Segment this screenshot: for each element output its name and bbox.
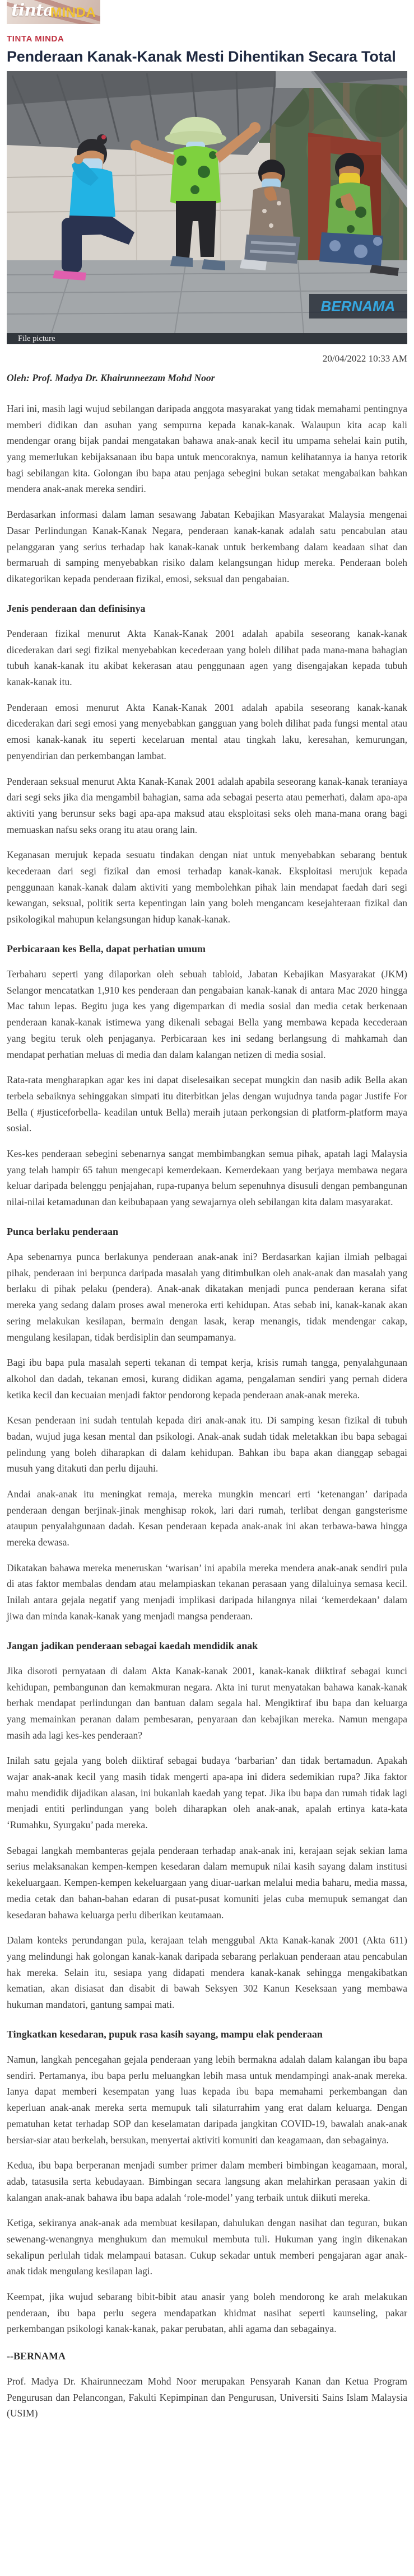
logo-script-text: tinta (11, 1, 54, 20)
article-paragraph: Rata-rata mengharapkan agar kes ini dapat diselesaikan secepat mungkin dan nasib adik Bella akan terbela sebaiknya sehinggakan simpati itu diterbitkan jelas dengan wujudnya tanda pagar Justife For Bella ( #justiceforbella- keadilan untuk Bella) meraih jutaan perkongsian di platform-platform maya sosial. (7, 1074, 407, 1134)
article-paragraph: Andai anak-anak itu meningkat remaja, mereka mungkin mencari erti ‘ketenangan’ daripada penderaan dengan berjinak-jinak menghisap rokok, lari dari rumah, terlibat dengan gangsterisme ataupun penyalahgunaan dadah. Kesan penderaan kepada anak-anak ini akan terbawa-bawa hingga mereka dewasa. (7, 1488, 407, 1548)
tinta-minda-logo[interactable] (7, 0, 100, 24)
section-heading: Punca berlaku penderaan (7, 1225, 119, 1237)
category-label: TINTA MINDA (7, 34, 64, 44)
article-paragraph: Prof. Madya Dr. Khairunneezam Mohd Noor merupakan Pensyarah Kanan dan Ketua Program Pengurusan dan Pelancongan, Fakulti Kepimpinan dan Pengurusan, Universiti Sains Islam Malaysia (USIM) (7, 2376, 407, 2419)
page-title: Penderaan Kanak-Kanak Mesti Dihentikan Secara Total (7, 48, 396, 65)
article-paragraph: Berdasarkan informasi dalam laman sesawang Jabatan Kebajikan Masyarakat Malaysia mengenai Dasar Perlindungan Kanak-Kanak Negara, penderaan kanak-kanak adalah satu pencabulan atau pelanggaran yang serius terhadap hak kanak-kanak untuk berkembang dalam keadaan sihat dan bermaruah di samping menyebabkan risiko dalam kelangsungan hidup mereka. Penderaan boleh dikategorikan kepada penderaan fizikal, emosi, seksual dan pengabaian. (7, 509, 407, 584)
bernama-signoff: --BERNAMA (7, 2350, 66, 2362)
photo-caption: File picture (7, 333, 407, 344)
article-paragraph: Hari ini, masih lagi wujud sebilangan daripada anggota masyarakat yang tidak memahami pentingnya memberi didikan dan asuhan yang sempurna kepada kanak-kanak. Walaupun kita acap kali mendengar orang bijak pandai mengatakan bahawa anak-anak kecil itu umpama sehelai kain putih, yang memerlukan kebijaksanaan ibu bapa untuk mencoraknya, namun kelihatannya ia hanya retorik bagi sebilangan kita. Golongan ibu bapa atau penjaga sebegini bukan setakat mengabaikan bahkan mendera anak-anak mereka sendiri. (7, 403, 407, 495)
article-paragraph: Sebagai langkah membanteras gejala penderaan terhadap anak-anak ini, kerajaan sejak sekian lama serius melaksanakan kempen-kempen kesedaran dalam memupuk nilai kasih sayang dalam institusi kekeluargaan. Kempen-kempen kekeluargaan yang diuar-uarkan melalui media baharu, media massa, media cetak dan bahan-bahan edaran di pusat-pusat komuniti jelas cuba memupuk semangat dan kesedaran bahawa keluarga perlu diberikan keutamaan. (7, 1844, 407, 1921)
article-paragraph: Penderaan emosi menurut Akta Kanak-Kanak 2001 adalah apabila seseorang kanak-kanak dicederakan dari segi emosi yang menyebabkan gangguan yang boleh dilihat pada fungsi mental atau emosi kanak-kanak itu seperti kecelaruan mental atau tingkah laku, keresahan, kemurungan, penyendirian dan perkembangan lambat. (7, 701, 407, 761)
article-paragraph: Penderaan fizikal menurut Akta Kanak-Kanak 2001 adalah apabila seseorang kanak-kanak dicederakan dari segi fizikal menyebabkan kecederaan yang boleh dilihat pada mana-mana bahagian tubuh kanak-kanak itu akibat kekerasan atau penggunaan agen yang disengajakan kepada tubuh kanak-kanak itu. (7, 628, 407, 688)
publish-datetime: 20/04/2022 10:33 AM (322, 353, 407, 364)
article-paragraph: Namun, langkah pencegahan gejala penderaan yang lebih bermakna adalah dalam kalangan ibu bapa sendiri. Pertamanya, ibu bapa perlu meluangkan lebih masa untuk mendampingi anak-anak mereka. Ianya dapat memberi kesempatan yang luas kepada ibu bapa memahami perkembangan dan keperluan anak-anak mereka serta memupuk tali silaturrahim yang erat dalam keluarga. Dengan pematuhan ketat terhadap SOP dan keselamatan daripada jangkitan COVID-19, bawalah anak-anak bersiar-siar atau berkelah, bersukan, menyertai aktiviti komuniti dan keagamaan, dan sebagainya. (7, 2054, 407, 2146)
article-body (7, 401, 407, 2422)
bernama-watermark: BERNAMA (320, 298, 396, 315)
article-paragraph: Keganasan merujuk kepada sesuatu tindakan dengan niat untuk menyebabkan sebarang bentuk kecederaan dari segi fizikal dan emosi terhadap kanak-kanak. Eksploitasi merujuk kepada penggunaan kanak-kanak dalam aktiviti yang membolehkan pihak lain mendapat faedah dari segi kewangan, seksual, politik serta kepentingan lain yang boleh mengancam kesejahteraan fizikal dan psikologikal mahupun kelangsungan hidup kanak-kanak. (7, 849, 407, 925)
article-paragraph: Penderaan seksual menurut Akta Kanak-Kanak 2001 adalah apabila seseorang kanak-kanak teraniaya dari segi seks jika dia mengambil bahagian, sama ada sebagai peserta atau pemerhati, dalam apa-apa aktiviti yang berunsur seks bagi apa-apa maksud atau eksploitasi seks oleh mana-mana orang bagi memuaskan nafsu seks orang itu atau orang lain. (7, 775, 407, 835)
article-paragraph: Dalam konteks perundangan pula, kerajaan telah menggubal Akta Kanak-kanak 2001 (Akta 611) yang melindungi hak golongan kanak-kanak daripada sebarang perlakuan penderaan atau pencabulan hak mereka. Selain itu, sesiapa yang didapati mendera kanak-kanak sehingga mengakibatkan kematian, akan disiasat dan disabit di bawah Seksyen 302 Kanun Keseksaan yang membawa hukuman mandatori, gantung sampai mati. (7, 1935, 407, 2010)
section-heading: Tingkatkan kesedaran, pupuk rasa kasih sayang, mampu elak penderaan (7, 2028, 323, 2040)
article-paragraph: Bagi ibu bapa pula masalah seperti tekanan di tempat kerja, krisis rumah tangga, penyalahgunaan alkohol dan dadah, tekanan emosi, kurang didikan agama, pengalaman sendiri yang pernah didera ketika kecil dan kecuaian menjadi faktor pendorong kepada penderaan anak-anak mereka. (7, 1357, 407, 1401)
article-paragraph: Kesan penderaan ini sudah tentulah kepada diri anak-anak itu. Di samping kesan fizikal di tubuh badan, wujud juga kesan mental dan psikologi. Anak-anak sudah tidak meletakkan ibu bapa sebagai pelindung yang boleh diharapkan di dalam kehidupan. Bahkan ibu bapa akan dianggap sebagai musuh yang ditakuti dan perlu dijauhi. (7, 1415, 407, 1474)
article-paragraph: Terbaharu seperti yang dilaporkan oleh sebuah tabloid, Jabatan Kebajikan Masyarakat (JKM) Selangor mencatatkan 1,910 kes penderaan dan pengabaian kanak-kanak di antara Mac 2020 hingga Mac tahun lepas. Begitu juga kes yang digemparkan di media sosial dan media cetak berkenaan penderaan kanak-kanak istimewa yang dikenali sebagai Bella yang membawa kepada kecederaan yang begitu teruk oleh penjaganya. Perbicaraan kes ini sedang berlangsung di mahkamah dan mendapat perhatian meluas di media dan dalam kalangan netizen di media sosial. (7, 968, 407, 1060)
author-byline: Oleh: Prof. Madya Dr. Khairunneezam Mohd Noor (7, 372, 215, 384)
article-photo (7, 71, 407, 344)
article-paragraph: Inilah satu gejala yang boleh diiktiraf sebagai budaya ‘barbarian’ dan tidak bertamadun. Apakah wajar anak-anak kecil yang masih tidak mengerti apa-apa ini didera sedemikian rupa? Jika faktor mahu mendidik dijadikan alasan, ini bukanlah kaedah yang tepat. Jika ibu bapa dan rumah tidak lagi menjadi entiti perlindungan yang boleh diharapkan oleh anak-anak, apalah ertinya kata-kata ‘Rumahku, Syurgaku’ pada mereka. (7, 1755, 407, 1831)
article-paragraph: Dikatakan bahawa mereka meneruskan ‘warisan’ ini apabila mereka mendera anak-anak sendiri pula di atas faktor membalas dendam atau melampiaskan tekanan perasaan yang dilaluinya semasa kecil. Inilah antara gejala negatif yang menjadi implikasi daripada hilangnya nilai ‘kemerdekaan’ dalam jiwa dan minda kanak-kanak yang menjadi mangsa penderaan. (7, 1562, 407, 1622)
article-paragraph: Jika disoroti pernyataan di dalam Akta Kanak-kanak 2001, kanak-kanak diiktiraf sebagai kunci kehidupan, pembangunan dan kemakmuran negara. Akta ini turut menyatakan bahawa kanak-kanak berhak mendapat perlindungan dan bantuan dalam segala hal. Mengiktiraf ibu bapa dan keluarga yang memainkan peranan dalam pembesaran, penyaraan dan kebajikan mereka. Namun mengapa masih ada lagi kes-kes penderaan? (7, 1665, 407, 1741)
photo-illustration (7, 71, 407, 333)
article-paragraph: Apa sebenarnya punca berlakunya penderaan anak-anak ini? Berdasarkan kajian ilmiah pelbagai pihak, penderaan ini berpunca daripada masalah yang ditimbulkan oleh anak-anak dan masalah yang berlaku di pihak pelaku (pendera). Anak-anak dikatakan menjadi punca penderaan kerana sifat mereka yang sedang dalam proses awal meneroka erti kehidupan. Atas sebab ini, kanak-kanak akan sering melakukan kesilapan, bermain dengan lasak, kerap menangis, tidak mendengar cakap, mengulang kesilapan, tidak berdisiplin dan seumpamanya. (7, 1251, 407, 1343)
article-paragraph: Kes-kes penderaan sebegini sebenarnya sangat membimbangkan semua pihak, apatah lagi Malaysia yang telah hampir 65 tahun mengecapi kemerdekaan. Kemerdekaan yang berjaya membawa negara keluar daripada belenggu penjajahan, rupa-rupanya belum sepenuhnya disusuli dengan pembangunan nilai-nilai ketamadunan dan keibubapaan yang sewajarnya oleh sebilangan kita dalam masyarakat. (7, 1148, 407, 1208)
logo-bold-text: MINDA (50, 5, 96, 20)
article-paragraph: Keempat, jika wujud sebarang bibit-bibit atau anasir yang boleh mendorong ke arah melakukan penderaan, ibu bapa perlu segera mendapatkan khidmat nasihat seperti kaunseling, pakar perkembangan psikologi kanak-kanak, pakar perubatan, ahli agama dan sebagainya. (7, 2291, 407, 2335)
section-heading: Perbicaraan kes Bella, dapat perhatian umum (7, 943, 206, 954)
section-heading: Jenis penderaan dan definisinya (7, 602, 146, 614)
article-paragraph: Kedua, ibu bapa berperanan menjadi sumber primer dalam memberi bimbingan keagamaan, moral, adab, tatasusila serta kebudayaan. Bimbingan secara langsung akan melahirkan perasaan yakin di kalangan anak-anak bahawa ibu bapa adalah ‘role-model’ yang terbaik untuk diikuti mereka. (7, 2160, 407, 2203)
article-paragraph: Ketiga, sekiranya anak-anak ada membuat kesilapan, dahulukan dengan nasihat dan teguran, bukan sewenang-wenangnya menghukum dan memukul membuta tuli. Hukuman yang ingin dikenakan sekalipun perlulah tidak melampaui batasan. Cukup sekadar untuk memberi pengajaran agar anak-anak tidak mengulang kesilapan lagi. (7, 2217, 407, 2277)
section-heading: Jangan jadikan penderaan sebagai kaedah mendidik anak (7, 1640, 258, 1651)
